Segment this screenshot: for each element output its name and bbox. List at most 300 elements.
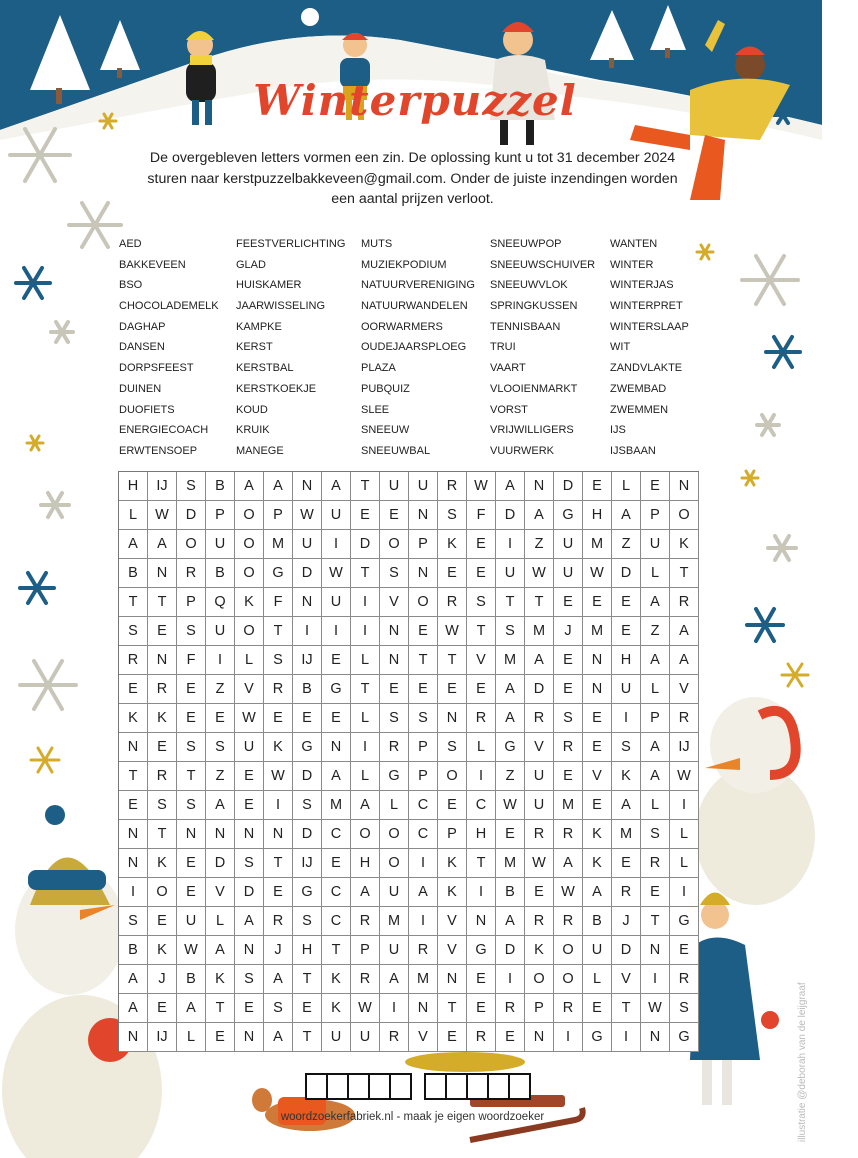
grid-cell[interactable]: E xyxy=(612,849,641,878)
grid-cell[interactable]: M xyxy=(583,617,612,646)
answer-letter-box[interactable] xyxy=(368,1073,391,1100)
grid-cell[interactable]: A xyxy=(554,849,583,878)
grid-cell[interactable]: Z xyxy=(525,530,554,559)
grid-cell[interactable]: M xyxy=(554,791,583,820)
grid-cell[interactable]: T xyxy=(409,646,438,675)
grid-cell[interactable]: R xyxy=(525,704,554,733)
grid-cell[interactable]: T xyxy=(264,617,293,646)
grid-cell[interactable]: D xyxy=(351,530,380,559)
grid-cell[interactable]: A xyxy=(119,530,148,559)
grid-cell[interactable]: K xyxy=(148,849,177,878)
grid-cell[interactable]: E xyxy=(641,472,670,501)
grid-cell[interactable]: I xyxy=(496,530,525,559)
grid-cell[interactable]: U xyxy=(322,1023,351,1052)
grid-cell[interactable]: K xyxy=(438,530,467,559)
grid-cell[interactable]: L xyxy=(206,907,235,936)
grid-cell[interactable]: B xyxy=(496,878,525,907)
grid-cell[interactable]: E xyxy=(554,762,583,791)
grid-cell[interactable]: H xyxy=(293,936,322,965)
grid-cell[interactable]: D xyxy=(554,472,583,501)
grid-cell[interactable]: P xyxy=(264,501,293,530)
grid-cell[interactable]: E xyxy=(583,733,612,762)
grid-cell[interactable]: D xyxy=(612,559,641,588)
grid-cell[interactable]: T xyxy=(670,559,699,588)
grid-cell[interactable]: M xyxy=(409,965,438,994)
grid-cell[interactable]: L xyxy=(351,762,380,791)
grid-cell[interactable]: R xyxy=(409,936,438,965)
grid-cell[interactable]: I xyxy=(380,994,409,1023)
grid-cell[interactable]: IJ xyxy=(148,1023,177,1052)
grid-cell[interactable]: U xyxy=(206,530,235,559)
grid-cell[interactable]: N xyxy=(148,646,177,675)
grid-cell[interactable]: A xyxy=(612,791,641,820)
grid-cell[interactable]: O xyxy=(380,530,409,559)
grid-cell[interactable]: T xyxy=(438,994,467,1023)
grid-cell[interactable]: S xyxy=(235,849,264,878)
grid-cell[interactable]: G xyxy=(467,936,496,965)
grid-cell[interactable]: S xyxy=(380,704,409,733)
grid-cell[interactable]: W xyxy=(525,849,554,878)
grid-cell[interactable]: Z xyxy=(612,530,641,559)
grid-cell[interactable]: O xyxy=(235,530,264,559)
grid-cell[interactable]: Z xyxy=(641,617,670,646)
grid-cell[interactable]: W xyxy=(641,994,670,1023)
grid-cell[interactable]: E xyxy=(409,675,438,704)
grid-cell[interactable]: P xyxy=(177,588,206,617)
grid-cell[interactable]: K xyxy=(148,936,177,965)
grid-cell[interactable]: N xyxy=(322,733,351,762)
grid-cell[interactable]: E xyxy=(496,820,525,849)
grid-cell[interactable]: A xyxy=(264,1023,293,1052)
grid-cell[interactable]: E xyxy=(612,617,641,646)
grid-cell[interactable]: U xyxy=(554,559,583,588)
grid-cell[interactable]: U xyxy=(206,617,235,646)
grid-cell[interactable]: F xyxy=(467,501,496,530)
grid-cell[interactable]: G xyxy=(293,878,322,907)
grid-cell[interactable]: A xyxy=(264,965,293,994)
grid-cell[interactable]: U xyxy=(554,530,583,559)
grid-cell[interactable]: L xyxy=(467,733,496,762)
grid-cell[interactable]: T xyxy=(467,849,496,878)
grid-cell[interactable]: T xyxy=(148,820,177,849)
grid-cell[interactable]: K xyxy=(206,965,235,994)
grid-cell[interactable]: D xyxy=(612,936,641,965)
grid-cell[interactable]: E xyxy=(409,617,438,646)
grid-cell[interactable]: E xyxy=(177,878,206,907)
grid-cell[interactable]: R xyxy=(467,1023,496,1052)
grid-cell[interactable]: E xyxy=(177,704,206,733)
grid-cell[interactable]: G xyxy=(380,762,409,791)
grid-cell[interactable]: O xyxy=(148,878,177,907)
grid-cell[interactable]: V xyxy=(235,675,264,704)
grid-cell[interactable]: E xyxy=(206,1023,235,1052)
grid-cell[interactable]: S xyxy=(177,617,206,646)
grid-cell[interactable]: J xyxy=(264,936,293,965)
grid-cell[interactable]: N xyxy=(119,733,148,762)
grid-cell[interactable]: I xyxy=(496,965,525,994)
grid-cell[interactable]: R xyxy=(554,994,583,1023)
grid-cell[interactable]: N xyxy=(380,646,409,675)
grid-cell[interactable]: E xyxy=(293,994,322,1023)
grid-cell[interactable]: W xyxy=(148,501,177,530)
grid-cell[interactable]: E xyxy=(119,791,148,820)
grid-cell[interactable]: R xyxy=(264,675,293,704)
grid-cell[interactable]: W xyxy=(496,791,525,820)
grid-cell[interactable]: U xyxy=(525,791,554,820)
grid-cell[interactable]: O xyxy=(235,501,264,530)
grid-cell[interactable]: K xyxy=(264,733,293,762)
grid-cell[interactable]: V xyxy=(583,762,612,791)
grid-cell[interactable]: O xyxy=(380,820,409,849)
grid-cell[interactable]: E xyxy=(525,878,554,907)
grid-cell[interactable]: E xyxy=(438,675,467,704)
grid-cell[interactable]: W xyxy=(554,878,583,907)
grid-cell[interactable]: V xyxy=(467,646,496,675)
grid-cell[interactable]: N xyxy=(409,501,438,530)
grid-cell[interactable]: S xyxy=(554,704,583,733)
grid-cell[interactable]: S xyxy=(641,820,670,849)
grid-cell[interactable]: W xyxy=(583,559,612,588)
grid-cell[interactable]: S xyxy=(177,791,206,820)
grid-cell[interactable]: D xyxy=(235,878,264,907)
grid-cell[interactable]: O xyxy=(235,559,264,588)
grid-cell[interactable]: I xyxy=(641,965,670,994)
grid-cell[interactable]: O xyxy=(380,849,409,878)
grid-cell[interactable]: E xyxy=(467,994,496,1023)
grid-cell[interactable]: P xyxy=(409,530,438,559)
grid-cell[interactable]: G xyxy=(670,1023,699,1052)
grid-cell[interactable]: K xyxy=(119,704,148,733)
grid-cell[interactable]: W xyxy=(467,472,496,501)
grid-cell[interactable]: V xyxy=(438,907,467,936)
grid-cell[interactable]: G xyxy=(583,1023,612,1052)
grid-cell[interactable]: A xyxy=(670,617,699,646)
grid-cell[interactable]: A xyxy=(206,791,235,820)
grid-cell[interactable]: A xyxy=(380,965,409,994)
grid-cell[interactable]: B xyxy=(119,936,148,965)
grid-cell[interactable]: E xyxy=(148,733,177,762)
grid-cell[interactable]: N xyxy=(583,646,612,675)
grid-cell[interactable]: D xyxy=(293,820,322,849)
grid-cell[interactable]: B xyxy=(583,907,612,936)
grid-cell[interactable]: T xyxy=(322,936,351,965)
answer-letter-box[interactable] xyxy=(305,1073,328,1100)
grid-cell[interactable]: R xyxy=(148,675,177,704)
grid-cell[interactable]: O xyxy=(670,501,699,530)
grid-cell[interactable]: T xyxy=(293,1023,322,1052)
grid-cell[interactable]: G xyxy=(554,501,583,530)
grid-cell[interactable]: C xyxy=(409,820,438,849)
grid-cell[interactable]: E xyxy=(322,646,351,675)
grid-cell[interactable]: O xyxy=(525,965,554,994)
grid-cell[interactable]: M xyxy=(612,820,641,849)
grid-cell[interactable]: U xyxy=(641,530,670,559)
grid-cell[interactable]: L xyxy=(235,646,264,675)
grid-cell[interactable]: N xyxy=(670,472,699,501)
grid-cell[interactable]: U xyxy=(380,472,409,501)
grid-cell[interactable]: T xyxy=(177,762,206,791)
grid-cell[interactable]: E xyxy=(293,704,322,733)
grid-cell[interactable]: S xyxy=(206,733,235,762)
grid-cell[interactable]: Z xyxy=(206,762,235,791)
grid-cell[interactable]: A xyxy=(496,472,525,501)
grid-cell[interactable]: M xyxy=(496,646,525,675)
grid-cell[interactable]: T xyxy=(293,965,322,994)
grid-cell[interactable]: O xyxy=(177,530,206,559)
grid-cell[interactable]: I xyxy=(322,530,351,559)
grid-cell[interactable]: G xyxy=(264,559,293,588)
grid-cell[interactable]: A xyxy=(177,994,206,1023)
grid-cell[interactable]: H xyxy=(119,472,148,501)
grid-cell[interactable]: M xyxy=(264,530,293,559)
answer-letter-box[interactable] xyxy=(466,1073,489,1100)
grid-cell[interactable]: H xyxy=(583,501,612,530)
grid-cell[interactable]: T xyxy=(119,588,148,617)
grid-cell[interactable]: A xyxy=(670,646,699,675)
grid-cell[interactable]: A xyxy=(525,501,554,530)
grid-cell[interactable]: E xyxy=(322,849,351,878)
grid-cell[interactable]: N xyxy=(583,675,612,704)
grid-cell[interactable]: T xyxy=(467,617,496,646)
grid-cell[interactable]: U xyxy=(612,675,641,704)
grid-cell[interactable]: R xyxy=(351,907,380,936)
grid-cell[interactable]: S xyxy=(235,965,264,994)
grid-cell[interactable]: Q xyxy=(206,588,235,617)
grid-cell[interactable]: K xyxy=(438,849,467,878)
grid-cell[interactable]: N xyxy=(206,820,235,849)
grid-cell[interactable]: B xyxy=(119,559,148,588)
grid-cell[interactable]: U xyxy=(235,733,264,762)
grid-cell[interactable]: A xyxy=(641,646,670,675)
grid-cell[interactable]: E xyxy=(380,501,409,530)
grid-cell[interactable]: N xyxy=(293,472,322,501)
grid-cell[interactable]: V xyxy=(206,878,235,907)
grid-cell[interactable]: K xyxy=(612,762,641,791)
grid-cell[interactable]: S xyxy=(612,733,641,762)
grid-cell[interactable]: F xyxy=(177,646,206,675)
grid-cell[interactable]: S xyxy=(177,472,206,501)
grid-cell[interactable]: E xyxy=(583,472,612,501)
grid-cell[interactable]: IJ xyxy=(293,849,322,878)
grid-cell[interactable]: V xyxy=(612,965,641,994)
grid-cell[interactable]: A xyxy=(612,501,641,530)
grid-cell[interactable]: K xyxy=(670,530,699,559)
grid-cell[interactable]: T xyxy=(351,675,380,704)
grid-cell[interactable]: L xyxy=(119,501,148,530)
grid-cell[interactable]: A xyxy=(322,472,351,501)
grid-cell[interactable]: Z xyxy=(206,675,235,704)
grid-cell[interactable]: N xyxy=(641,1023,670,1052)
grid-cell[interactable]: U xyxy=(496,559,525,588)
answer-letter-box[interactable] xyxy=(508,1073,531,1100)
grid-cell[interactable]: E xyxy=(583,791,612,820)
grid-cell[interactable]: A xyxy=(525,646,554,675)
grid-cell[interactable]: S xyxy=(119,907,148,936)
grid-cell[interactable]: N xyxy=(264,820,293,849)
grid-cell[interactable]: E xyxy=(438,1023,467,1052)
grid-cell[interactable]: T xyxy=(351,472,380,501)
grid-cell[interactable]: M xyxy=(583,530,612,559)
grid-cell[interactable]: L xyxy=(641,559,670,588)
grid-cell[interactable]: E xyxy=(612,588,641,617)
grid-cell[interactable]: J xyxy=(554,617,583,646)
grid-cell[interactable]: V xyxy=(525,733,554,762)
grid-cell[interactable]: E xyxy=(235,994,264,1023)
grid-cell[interactable]: K xyxy=(583,820,612,849)
grid-cell[interactable]: P xyxy=(641,704,670,733)
grid-cell[interactable]: E xyxy=(554,588,583,617)
grid-cell[interactable]: E xyxy=(322,704,351,733)
grid-cell[interactable]: N xyxy=(235,820,264,849)
grid-cell[interactable]: E xyxy=(554,646,583,675)
grid-cell[interactable]: G xyxy=(670,907,699,936)
grid-cell[interactable]: A xyxy=(322,762,351,791)
grid-cell[interactable]: L xyxy=(670,849,699,878)
grid-cell[interactable]: N xyxy=(119,849,148,878)
grid-cell[interactable]: E xyxy=(177,849,206,878)
grid-cell[interactable]: I xyxy=(467,762,496,791)
grid-cell[interactable]: B xyxy=(177,965,206,994)
grid-cell[interactable]: K xyxy=(148,704,177,733)
grid-cell[interactable]: A xyxy=(641,588,670,617)
grid-cell[interactable]: D xyxy=(496,501,525,530)
grid-cell[interactable]: I xyxy=(351,733,380,762)
grid-cell[interactable]: L xyxy=(177,1023,206,1052)
grid-cell[interactable]: R xyxy=(380,733,409,762)
grid-cell[interactable]: D xyxy=(496,936,525,965)
answer-letter-box[interactable] xyxy=(487,1073,510,1100)
grid-cell[interactable]: R xyxy=(641,849,670,878)
grid-cell[interactable]: E xyxy=(583,588,612,617)
grid-cell[interactable]: N xyxy=(525,1023,554,1052)
grid-cell[interactable]: I xyxy=(119,878,148,907)
grid-cell[interactable]: E xyxy=(235,791,264,820)
answer-letter-box[interactable] xyxy=(445,1073,468,1100)
answer-letter-box[interactable] xyxy=(389,1073,412,1100)
grid-cell[interactable]: O xyxy=(554,936,583,965)
grid-cell[interactable]: D xyxy=(293,762,322,791)
letter-grid[interactable] xyxy=(118,471,699,1052)
grid-cell[interactable]: K xyxy=(235,588,264,617)
grid-cell[interactable]: I xyxy=(293,617,322,646)
grid-cell[interactable]: S xyxy=(293,907,322,936)
grid-cell[interactable]: R xyxy=(177,559,206,588)
grid-cell[interactable]: L xyxy=(641,675,670,704)
grid-cell[interactable]: R xyxy=(612,878,641,907)
grid-cell[interactable]: A xyxy=(119,994,148,1023)
grid-cell[interactable]: D xyxy=(293,559,322,588)
grid-cell[interactable]: W xyxy=(322,559,351,588)
grid-cell[interactable]: M xyxy=(525,617,554,646)
grid-cell[interactable]: R xyxy=(554,907,583,936)
grid-cell[interactable]: S xyxy=(380,559,409,588)
grid-cell[interactable]: R xyxy=(467,704,496,733)
grid-cell[interactable]: E xyxy=(467,675,496,704)
grid-cell[interactable]: P xyxy=(525,994,554,1023)
grid-cell[interactable]: D xyxy=(525,675,554,704)
grid-cell[interactable]: T xyxy=(641,907,670,936)
grid-cell[interactable]: U xyxy=(293,530,322,559)
grid-cell[interactable]: N xyxy=(467,907,496,936)
grid-cell[interactable]: G xyxy=(322,675,351,704)
grid-cell[interactable]: IJ xyxy=(148,472,177,501)
grid-cell[interactable]: N xyxy=(293,588,322,617)
grid-cell[interactable]: M xyxy=(380,907,409,936)
grid-cell[interactable]: T xyxy=(612,994,641,1023)
grid-cell[interactable]: A xyxy=(351,791,380,820)
grid-cell[interactable]: G xyxy=(496,733,525,762)
grid-cell[interactable]: S xyxy=(670,994,699,1023)
grid-cell[interactable]: R xyxy=(670,704,699,733)
grid-cell[interactable]: A xyxy=(496,907,525,936)
grid-cell[interactable]: A xyxy=(206,936,235,965)
grid-cell[interactable]: W xyxy=(670,762,699,791)
grid-cell[interactable]: R xyxy=(554,820,583,849)
answer-boxes[interactable] xyxy=(305,1073,531,1100)
grid-cell[interactable]: R xyxy=(351,965,380,994)
grid-cell[interactable]: R xyxy=(525,907,554,936)
grid-cell[interactable]: IJ xyxy=(670,733,699,762)
grid-cell[interactable]: T xyxy=(264,849,293,878)
grid-cell[interactable]: T xyxy=(496,588,525,617)
grid-cell[interactable]: N xyxy=(148,559,177,588)
grid-cell[interactable]: R xyxy=(496,994,525,1023)
grid-cell[interactable]: H xyxy=(612,646,641,675)
grid-cell[interactable]: H xyxy=(351,849,380,878)
grid-cell[interactable]: S xyxy=(438,733,467,762)
grid-cell[interactable]: E xyxy=(583,704,612,733)
grid-cell[interactable]: G xyxy=(293,733,322,762)
grid-cell[interactable]: D xyxy=(177,501,206,530)
grid-cell[interactable]: A xyxy=(119,965,148,994)
grid-cell[interactable]: O xyxy=(554,965,583,994)
grid-cell[interactable]: I xyxy=(409,849,438,878)
grid-cell[interactable]: T xyxy=(206,994,235,1023)
grid-cell[interactable]: K xyxy=(322,965,351,994)
grid-cell[interactable]: E xyxy=(670,936,699,965)
grid-cell[interactable]: E xyxy=(467,965,496,994)
grid-cell[interactable]: S xyxy=(177,733,206,762)
grid-cell[interactable]: W xyxy=(293,501,322,530)
grid-cell[interactable]: C xyxy=(467,791,496,820)
grid-cell[interactable]: E xyxy=(467,559,496,588)
grid-cell[interactable]: S xyxy=(148,791,177,820)
grid-cell[interactable]: E xyxy=(264,878,293,907)
grid-cell[interactable]: N xyxy=(438,704,467,733)
grid-cell[interactable]: S xyxy=(264,994,293,1023)
grid-cell[interactable]: L xyxy=(641,791,670,820)
grid-cell[interactable]: L xyxy=(670,820,699,849)
grid-cell[interactable]: IJ xyxy=(293,646,322,675)
grid-cell[interactable]: C xyxy=(322,820,351,849)
grid-cell[interactable]: A xyxy=(641,733,670,762)
grid-cell[interactable]: P xyxy=(409,762,438,791)
grid-cell[interactable]: O xyxy=(438,762,467,791)
grid-cell[interactable]: E xyxy=(119,675,148,704)
grid-cell[interactable]: E xyxy=(148,994,177,1023)
grid-cell[interactable]: E xyxy=(177,675,206,704)
grid-cell[interactable]: K xyxy=(438,878,467,907)
grid-cell[interactable]: V xyxy=(670,675,699,704)
grid-cell[interactable]: I xyxy=(554,1023,583,1052)
grid-cell[interactable]: R xyxy=(670,965,699,994)
grid-cell[interactable]: A xyxy=(496,675,525,704)
grid-cell[interactable]: P xyxy=(206,501,235,530)
grid-cell[interactable]: V xyxy=(438,936,467,965)
grid-cell[interactable]: I xyxy=(612,1023,641,1052)
grid-cell[interactable]: U xyxy=(380,936,409,965)
grid-cell[interactable]: C xyxy=(322,907,351,936)
